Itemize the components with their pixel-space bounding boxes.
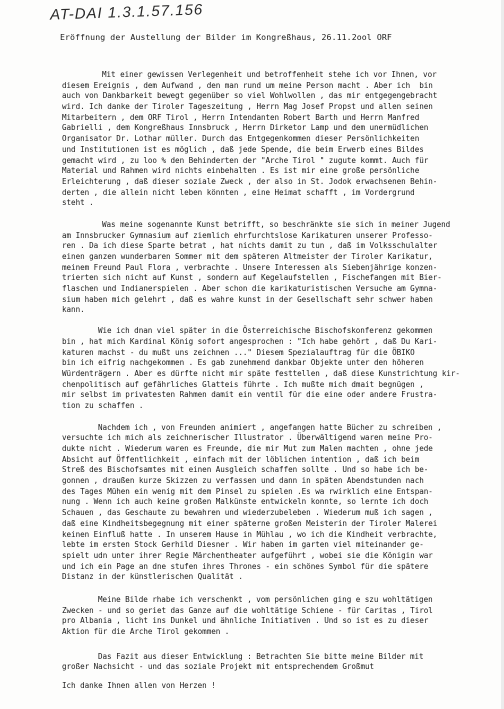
text-line: pro Albania , licht ins Dunkel und ähnliche Initiativen . Und so ist es zu dieser [62, 616, 429, 626]
text-line: Gabrielli , dem Kongreßhaus Innsbruck , Herrn Dirketor Lamp und dem unermüdlichen [62, 123, 429, 133]
text-line: keinen Einfluß hatte . In unserem Hause in Mühlau , wo ich die Kindheit verbrachte, [62, 529, 438, 539]
text-line: und Institutionen ist es möglich , daß jede Spende, die beim Erwerb eines Bildes [62, 144, 424, 154]
text-line: Ich danke Ihnen allen von Herzen ! [62, 681, 216, 691]
text-line: Mit einer gewissen Verlegenheit und betroffenheit stehe ich vor Ihnen, vor [102, 70, 437, 79]
text-line: kann. [62, 305, 85, 315]
text-line: spielt udn unter ihrer Regie Märchentheater aufgeführt , wobei sie die Königin war [62, 550, 433, 560]
text-line: derten , die allein nicht leben könnten , eine Heimat schafft , im Vordergrund [62, 187, 415, 197]
text-line: versuchte ich mich als zeichnerischer Illustrator . Überwältigend waren meine Pro- [62, 433, 433, 443]
paragraph-3 [62, 326, 486, 412]
document-heading: Eröffnung der Austellung der Bilder im Kongreßhaus, 26.11.2ool ORF [60, 32, 392, 42]
text-line: Erleichterung , daß dieser soziale Zweck , der also in St. Jodok erwachsenen Behin- [62, 176, 438, 186]
paragraph-5 [62, 594, 486, 638]
text-line: daß eine Kindheitsbegegnung mit einer späterne großen Meisterin der Tiroler Malerei [62, 518, 438, 528]
text-line: gemacht wird , zu loo % den Behinderten der "Arche Tirol " zugute kommt. Auch für [62, 155, 429, 165]
text-line: meinem Freund Paul Flora , verbrachte . Unsere Interessen als Siebenjährige konzen- [62, 262, 438, 272]
text-line: des Tages Mühen ein wenig mit dem Pinsel zu spielen .Es wa rwirklich eine Entspan- [62, 486, 433, 496]
archive-reference: AT-DAI 1.3.1.57.156 [49, 1, 204, 24]
text-line: Wie ich dnan viel später in die Österreichische Bischofskonferenz gekommen [98, 326, 433, 336]
text-line: Nachdem ich , von Freunden animiert , angefangen hatte Bücher zu schreiben , [98, 422, 442, 432]
text-line: mir selbst im privatesten Rahmen damit ein ventil für die eine oder andere Frustra- [62, 390, 438, 400]
document-body [62, 70, 486, 692]
text-line: ren . Da ich diese Sparte betrat , hat nichts damit zu tun , daß im Volksschulalter [62, 241, 438, 251]
paragraph-1 [62, 70, 486, 209]
paragraph-2 [62, 219, 486, 316]
text-line: Was meine sogenannte Kunst betrifft, so beschränkte sie sich in meiner Jugend [102, 219, 451, 229]
text-line: und ich ein Page an dne stufen ihres Thrones - ein schönes Symbol für die spätere [62, 561, 429, 571]
text-line: Absicht auf Öffentlichkeit , einfach mit der löblichen intention , daß ich beim [62, 454, 420, 464]
text-line: Zwecken - und so geriet das Ganze auf die wohltätige Schiene - für Caritas , Tirol [62, 605, 433, 615]
text-line: Aktion für die Arche Tirol gekommen . [62, 627, 230, 636]
text-line: Distanz in der künstlerischen Qualität . [62, 572, 243, 582]
text-line: gonnen , draußen kurze Skizzen zu verfassen und dann in späten Abendstunden nach [62, 476, 424, 486]
text-line: einen ganzen wunderbaren Sommer mit dem späteren Altmeister der Tiroler Karikatur, [62, 252, 433, 261]
paragraph-6 [62, 651, 486, 673]
text-line: Organisator Dr. Lothar müller. Durch das Entgegenkommen dieser Persönlichkeiten [62, 134, 420, 144]
text-line: dukte nicht . Wiederum waren es Freunde, die mir Mut zum Malen machten , ohne jede [62, 444, 433, 453]
text-line: katuren machst - du mußt uns zeichnen ..." Diesem Spezialauftrag für die ÖBIKO [62, 347, 415, 357]
text-line: bin , hat mich Kardinal König sofort angesprochen : "Ich habe gehört , daß Du Kari- [62, 336, 438, 346]
text-line: tion zu schaffen . [62, 400, 144, 410]
text-line: Material und Rahmen wird nichts einbehalten . Es ist mir eine große persönliche [62, 166, 420, 176]
text-line: trierten sich nicht auf Kunst , sondern auf Kegelaufstellen , Fischefangen mit Bier- [62, 273, 442, 283]
text-line: Mitarbeitern , dem ORF Tirol , Herrn Intendanten Robert Barth und Herrn Manfred [62, 112, 420, 122]
text-line: Würdenträgern . Aber es dürfte nicht mir späte festtellen , daß diese Kunstrichtung kir- [62, 368, 460, 378]
paragraph-7 [62, 681, 486, 692]
text-line: Schauen , das Geschaute zu bewahren und wiederzubeleben . Wiederum muß ich sagen , [62, 508, 433, 518]
text-line: flaschen und Indianerspielen . Aber schon die karikaturistischen Versuche am Gymna- [62, 284, 438, 294]
paragraph-4 [62, 422, 486, 583]
text-line: chenpolitisch auf gefährliches Glatteis führte . Ich mußte mich dmait begnügen , [62, 379, 424, 389]
text-line: auch von Dankbarkeit bewegt gegenüber so viel Wohlwollen , das mir entgegengebracht [62, 91, 438, 101]
text-line: Das Fazit aus dieser Entwicklung : Betrachten Sie bitte meine Bilder mit [98, 651, 424, 661]
text-line: Meine Bilde rhabe ich verschenkt , vom persönlichen ging e szu wohltätigen [98, 594, 433, 604]
text-line: großer Nachsicht - und das soziale Projekt mit entsprechendem Großmut [62, 662, 375, 672]
text-line: wird. Ich danke der Tiroler Tageszeitung , Herrn Mag Josef Propst und allen seinen [62, 102, 433, 112]
text-line: sium haben mich gelehrt , daß es wahre kunst in der Gesellschaft sehr schwer haben [62, 294, 433, 304]
text-line: Streß des Bischofsamtes mit einen Ausgleich schaffen sollte . Und so habe ich be- [62, 465, 429, 475]
text-line: steht . [62, 198, 94, 208]
text-line: diesem Ereignis , dem Aufwand , den man rund um meine Person macht . Aber ich bin [62, 80, 433, 90]
text-line: bin ich eifrig nachgekommen . Es gab zunehmend dankbar Objekte unter den höheren [62, 358, 424, 368]
text-line: am Innsbrucker Gymnasium auf ziemlich ehrfurchtslose Karikaturen unserer Professo- [62, 230, 433, 240]
text-line: lebte im ersten Stock Gerhild Diesner . Wir haben im garten viel miteinander ge- [62, 540, 424, 550]
text-line: nung . Wenn ich auch keine großen Malkünste entwickeln konnte, so lernte ich doch [62, 497, 429, 507]
